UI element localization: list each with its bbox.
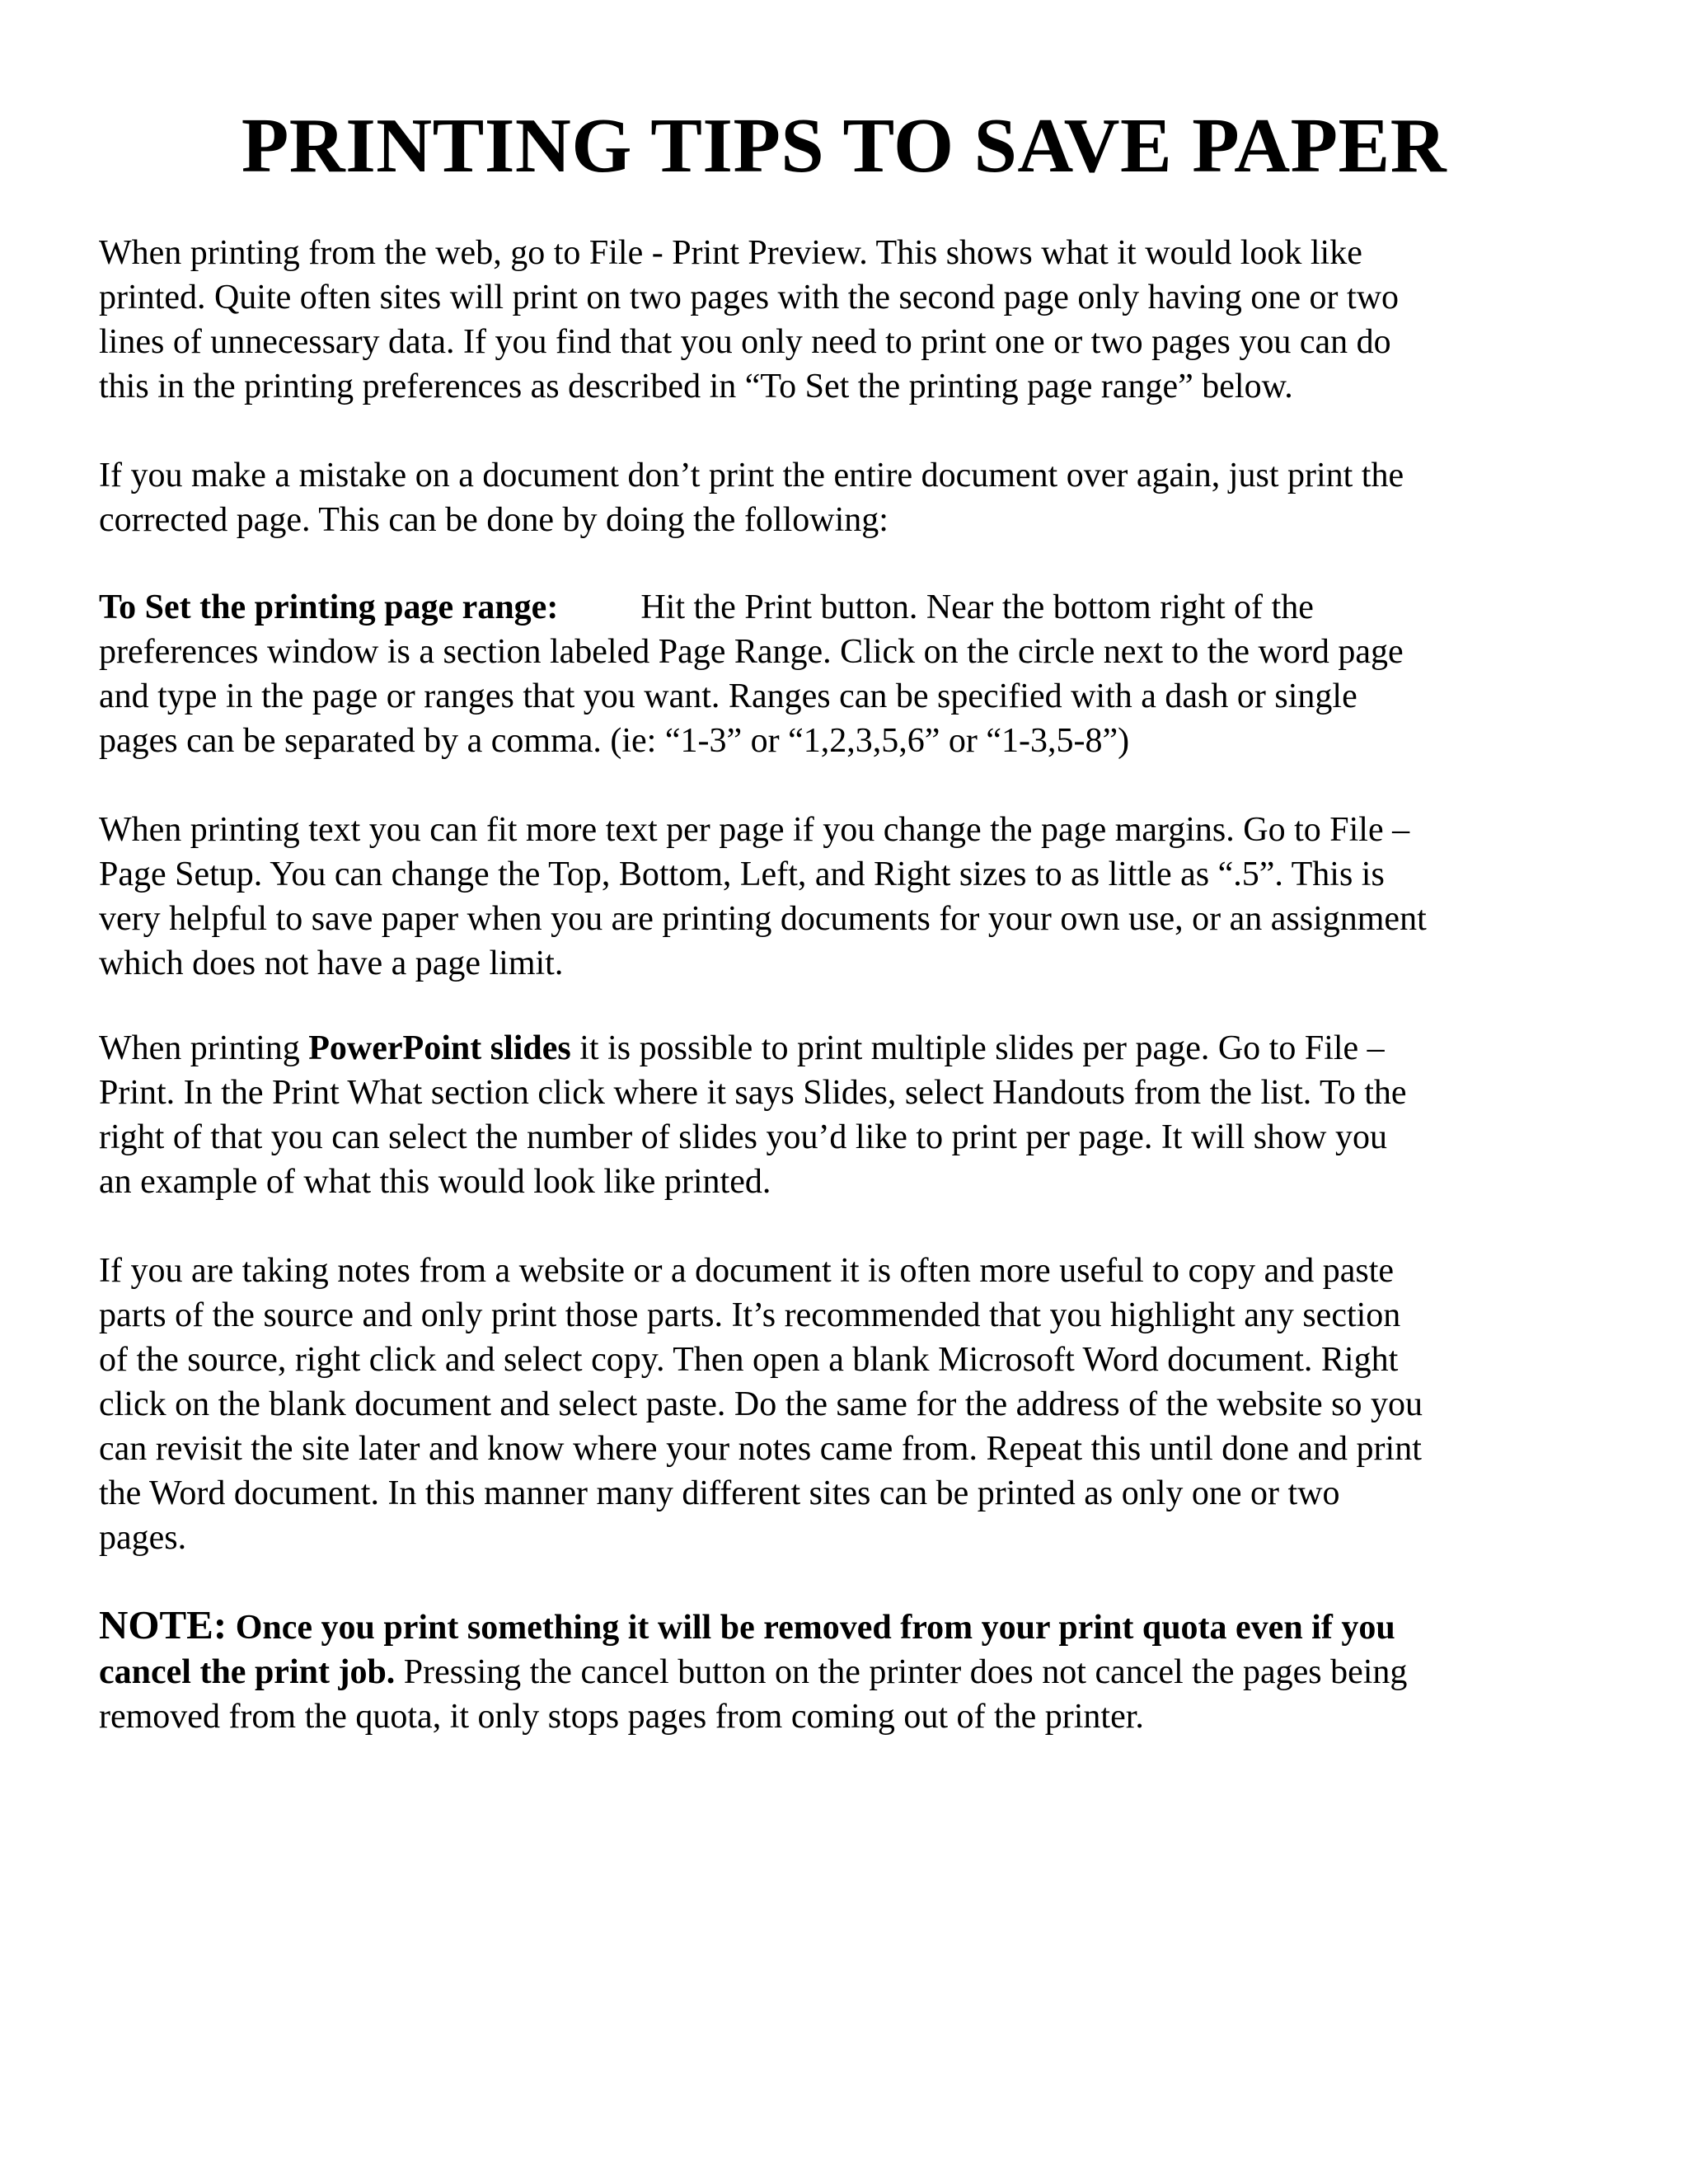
note-bold-text: cancel the print job. [99, 1653, 396, 1691]
text-line: Page Setup. You can change the Top, Bottom, Left, and Right sizes to as little as “.5”. This is [99, 855, 1385, 893]
text-line: removed from the quota, it only stops pages from coming out of the printer. [99, 1698, 1144, 1736]
text-line: pages can be separated by a comma. (ie: “1-3” or “1,2,3,5,6” or “1-3,5-8”) [99, 722, 1130, 760]
note-label: NOTE: [99, 1602, 227, 1647]
paragraph-mistake [99, 453, 1599, 542]
paragraph-powerpoint [99, 1026, 1599, 1204]
paragraph-page-range [99, 585, 1599, 763]
text-span: Pressing the cancel button on the printer does not cancel the pages being [395, 1653, 1408, 1691]
text-line: preferences window is a section labeled Page Range. Click on the circle next to the word page [99, 633, 1404, 671]
text-line: an example of what this would look like printed. [99, 1163, 771, 1201]
text-line: printed. Quite often sites will print on two pages with the second page only having one or two [99, 279, 1400, 316]
paragraph-note [99, 1603, 1599, 1739]
paragraph-margins [99, 808, 1599, 986]
text-span: it is possible to print multiple slides per page. Go to File – [570, 1029, 1385, 1067]
text-line: If you make a mistake on a document don’t print the entire document over again, just print the [99, 457, 1404, 494]
paragraph-notes [99, 1249, 1599, 1560]
text-span: Hit the Print button. Near the bottom right of the [640, 588, 1314, 626]
page-title: PRINTING TIPS TO SAVE PAPER [241, 103, 1447, 189]
text-line: lines of unnecessary data. If you find that you only need to print one or two pages you can do [99, 323, 1391, 361]
text-line: Print. In the Print What section click where it says Slides, select Handouts from the list. To the [99, 1074, 1407, 1112]
text-line [99, 1026, 1599, 1071]
text-span: When printing [99, 1029, 309, 1067]
text-line [99, 585, 1599, 630]
text-line: of the source, right click and select copy. Then open a blank Microsoft Word document. Right [99, 1341, 1399, 1379]
text-line: which does not have a page limit. [99, 944, 564, 982]
text-line: can revisit the site later and know where your notes came from. Repeat this until done and print [99, 1430, 1422, 1468]
powerpoint-emphasis: PowerPoint slides [308, 1029, 571, 1067]
paragraph-print-preview [99, 231, 1599, 409]
text-line: and type in the page or ranges that you want. Ranges can be specified with a dash or single [99, 677, 1357, 715]
text-line: When printing text you can fit more text per page if you change the page margins. Go to File – [99, 811, 1410, 849]
text-line: the Word document. In this manner many different sites can be printed as only one or two [99, 1474, 1340, 1512]
text-line: this in the printing preferences as described in “To Set the printing page range” below. [99, 368, 1293, 405]
page-range-heading: To Set the printing page range: [99, 588, 559, 626]
text-line: When printing from the web, go to File - Print Preview. This shows what it would look like [99, 234, 1362, 272]
text-line [99, 1603, 1599, 1650]
text-line: pages. [99, 1519, 187, 1557]
text-line: If you are taking notes from a website or a document it is often more useful to copy and paste [99, 1252, 1395, 1290]
text-line: corrected page. This can be done by doing the following: [99, 501, 889, 539]
text-line [99, 1650, 1599, 1694]
text-line: click on the blank document and select paste. Do the same for the address of the website so you [99, 1385, 1423, 1423]
text-line: right of that you can select the number of slides you’d like to print per page. It will show you [99, 1118, 1387, 1156]
text-line: very helpful to save paper when you are printing documents for your own use, or an assignment [99, 900, 1427, 938]
note-bold-text: Once you print something it will be removed from your print quota even if you [227, 1609, 1395, 1647]
text-line: parts of the source and only print those parts. It’s recommended that you highlight any section [99, 1296, 1401, 1334]
